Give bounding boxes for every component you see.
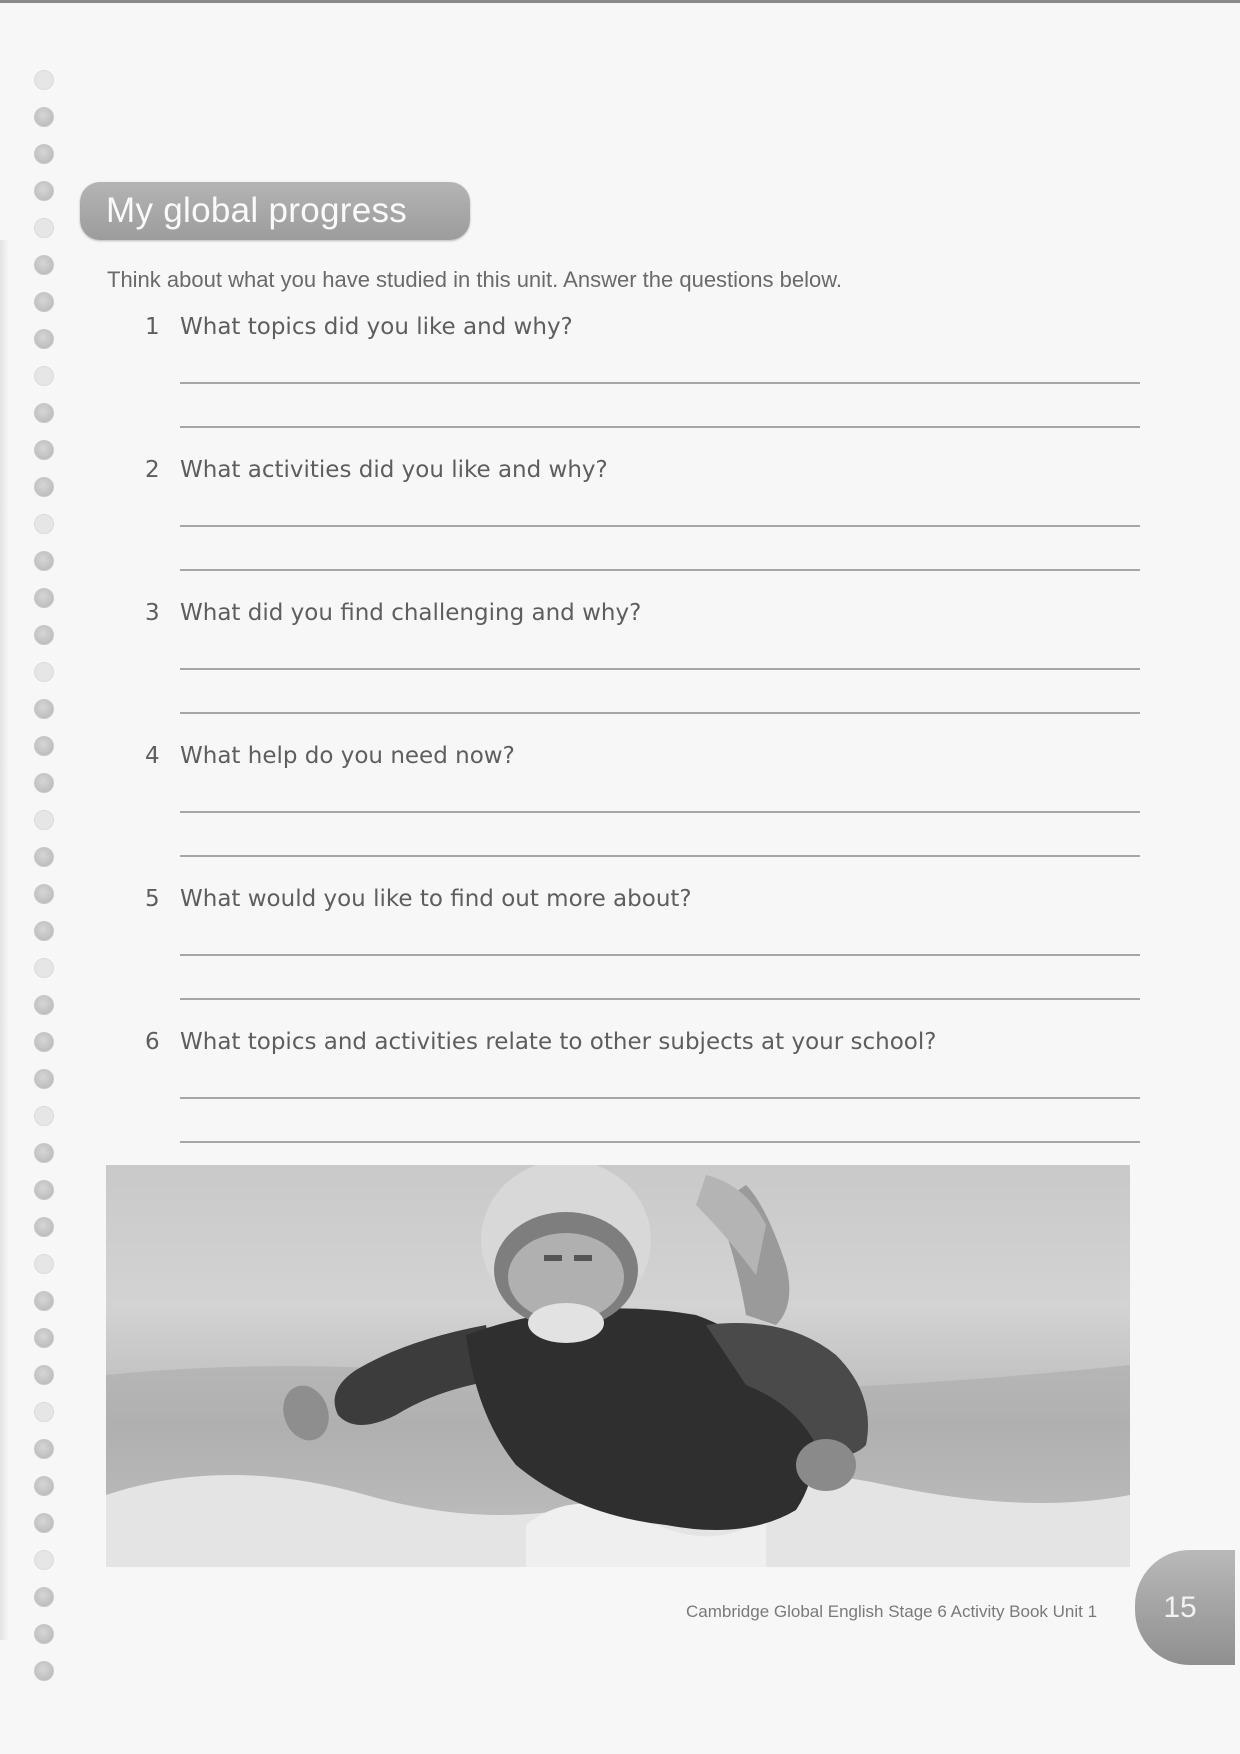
spiral-binding xyxy=(30,70,60,1670)
question-number: 2 xyxy=(145,457,160,483)
binding-hole xyxy=(34,773,54,793)
binding-hole xyxy=(34,810,54,830)
binding-hole xyxy=(34,1291,54,1311)
skydiver-photo xyxy=(106,1165,1130,1567)
binding-hole xyxy=(34,625,54,645)
answer-line[interactable] xyxy=(180,1141,1140,1143)
binding-hole xyxy=(34,588,54,608)
binding-hole xyxy=(34,1513,54,1533)
question-number: 5 xyxy=(145,886,160,912)
binding-hole xyxy=(34,551,54,571)
question-text: What topics and activities relate to other subjects at your school? xyxy=(180,1029,937,1055)
binding-hole xyxy=(34,1661,54,1681)
answer-line[interactable] xyxy=(180,811,1140,813)
skydiver-leg xyxy=(696,1175,766,1275)
binding-hole xyxy=(34,1476,54,1496)
binding-hole xyxy=(34,292,54,312)
question-text: What help do you need now? xyxy=(180,743,515,769)
question-text: What did you find challenging and why? xyxy=(180,600,642,626)
binding-hole xyxy=(34,107,54,127)
binding-hole xyxy=(34,662,54,682)
page-number-badge xyxy=(1135,1550,1235,1665)
question-number: 4 xyxy=(145,743,160,769)
binding-hole xyxy=(34,1217,54,1237)
section-heading: My global progress xyxy=(106,191,408,230)
question-1 xyxy=(145,314,1145,434)
answer-line[interactable] xyxy=(180,712,1140,714)
answer-line[interactable] xyxy=(180,382,1140,384)
binding-hole xyxy=(34,329,54,349)
binding-hole xyxy=(34,1439,54,1459)
binding-hole xyxy=(34,1550,54,1570)
binding-hole xyxy=(34,514,54,534)
binding-hole xyxy=(34,736,54,756)
answer-line[interactable] xyxy=(180,855,1140,857)
binding-hole xyxy=(34,699,54,719)
answer-line[interactable] xyxy=(180,954,1140,956)
answer-line[interactable] xyxy=(180,426,1140,428)
binding-hole xyxy=(34,1587,54,1607)
page-number: 15 xyxy=(1163,1590,1197,1624)
footer-book-title: Cambridge Global English Stage 6 Activity Book Unit 1 xyxy=(686,1602,1098,1621)
binding-hole xyxy=(34,1069,54,1089)
binding-hole xyxy=(34,884,54,904)
answer-line[interactable] xyxy=(180,1097,1140,1099)
binding-hole xyxy=(34,958,54,978)
binding-hole xyxy=(34,1032,54,1052)
question-text: What topics did you like and why? xyxy=(180,314,573,340)
binding-hole xyxy=(34,995,54,1015)
binding-hole xyxy=(34,921,54,941)
question-5 xyxy=(145,886,1145,1006)
binding-hole xyxy=(34,366,54,386)
question-3 xyxy=(145,600,1145,720)
section-heading-banner xyxy=(80,182,470,240)
instruction-text: Think about what you have studied in this unit. Answer the questions below. xyxy=(107,267,843,292)
binding-hole xyxy=(34,1365,54,1385)
answer-line[interactable] xyxy=(180,525,1140,527)
question-6 xyxy=(145,1029,1145,1149)
skydiver-illustration xyxy=(106,1165,1130,1567)
question-number: 6 xyxy=(145,1029,160,1055)
binding-hole xyxy=(34,1180,54,1200)
binding-hole xyxy=(34,1106,54,1126)
skydiver-right-glove xyxy=(796,1439,856,1491)
binding-hole xyxy=(34,403,54,423)
eye xyxy=(544,1255,562,1261)
top-edge-rule xyxy=(0,0,1240,3)
question-number: 1 xyxy=(145,314,160,340)
binding-hole xyxy=(34,1328,54,1348)
answer-line[interactable] xyxy=(180,569,1140,571)
binding-hole xyxy=(34,477,54,497)
binding-hole xyxy=(34,181,54,201)
binding-hole xyxy=(34,1624,54,1644)
binding-hole xyxy=(34,1402,54,1422)
binding-hole xyxy=(34,1143,54,1163)
binding-hole xyxy=(34,144,54,164)
binding-hole xyxy=(34,70,54,90)
binding-hole xyxy=(34,218,54,238)
binding-hole xyxy=(34,440,54,460)
binding-hole xyxy=(34,847,54,867)
chin-guard xyxy=(528,1303,604,1343)
question-4 xyxy=(145,743,1145,863)
eye xyxy=(574,1255,592,1261)
binding-hole xyxy=(34,255,54,275)
question-text: What activities did you like and why? xyxy=(180,457,608,483)
binding-shadow xyxy=(0,240,8,1640)
question-text: What would you like to find out more about? xyxy=(180,886,692,912)
answer-line[interactable] xyxy=(180,998,1140,1000)
question-number: 3 xyxy=(145,600,160,626)
binding-hole xyxy=(34,1254,54,1274)
question-2 xyxy=(145,457,1145,577)
answer-line[interactable] xyxy=(180,668,1140,670)
